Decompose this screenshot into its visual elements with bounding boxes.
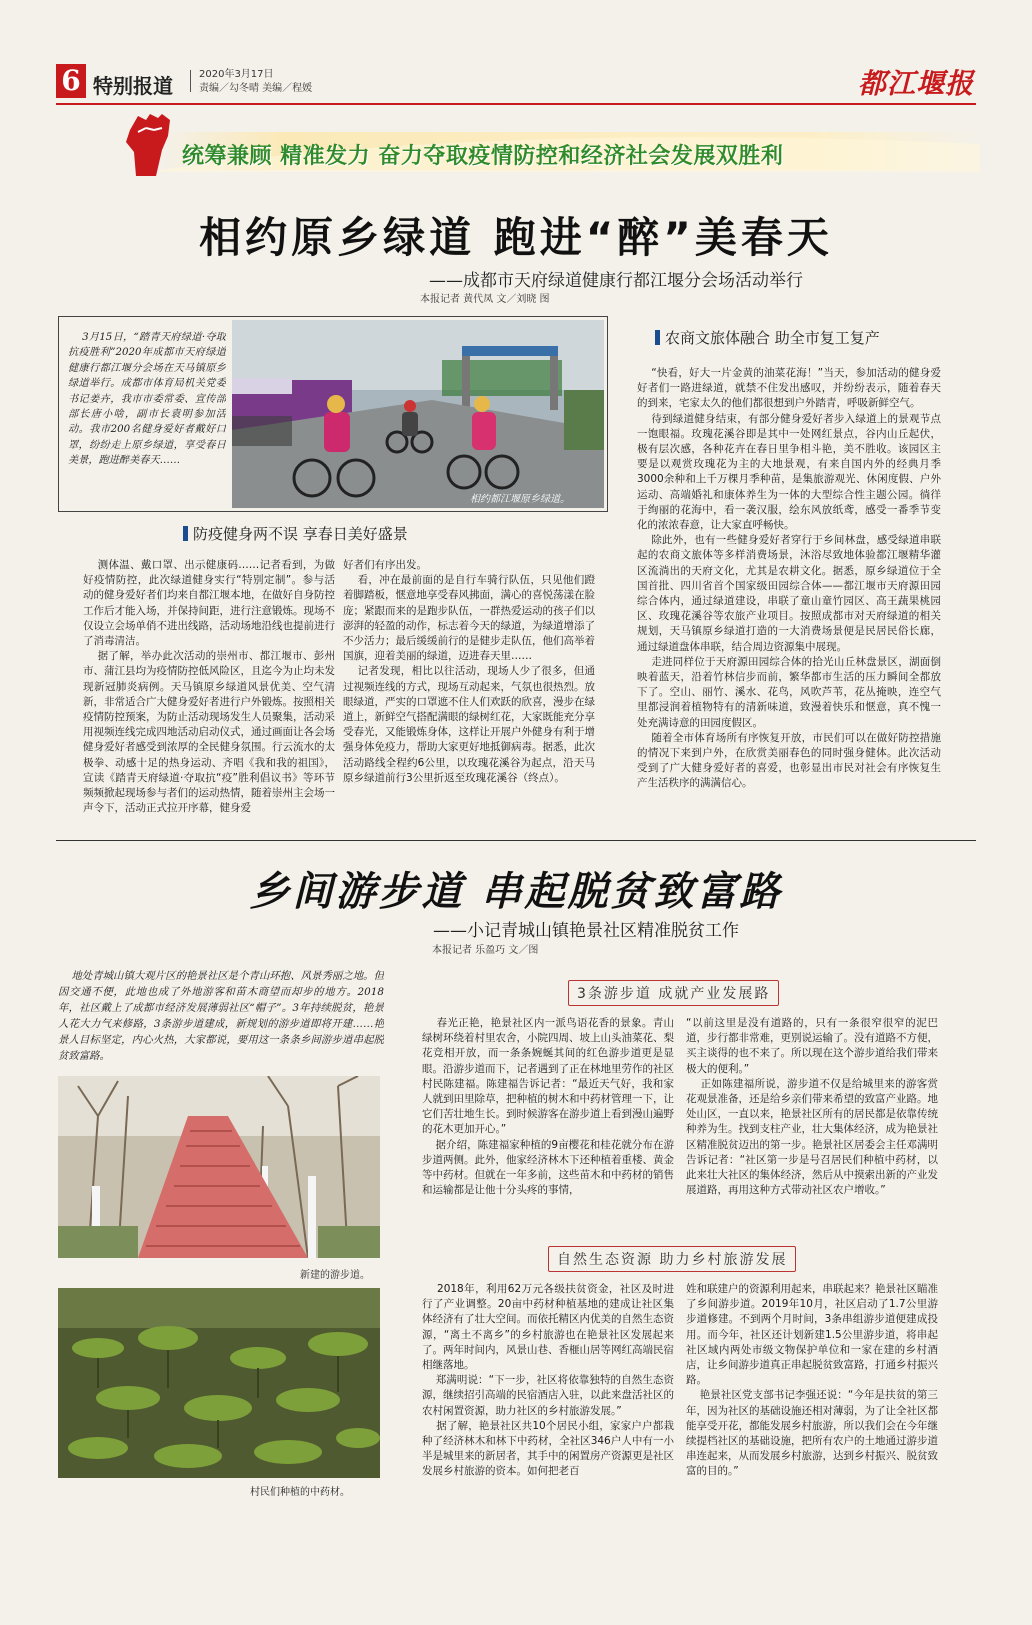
article1-title: 相约原乡绿道 跑进“醉”美春天 xyxy=(199,213,833,262)
article1-subtitle: ——成都市天府绿道健康行都江堰分会场活动举行 xyxy=(429,271,803,291)
article1-lead: 3月15日，“踏青天府绿道·夺取抗疫胜利”2020年成都市天府绿道健康行都江堰分会场在天马镇原乡绿道举行。成都市体育局机关党委书记姜卉，我市市委常委、宣传部部长唐小啥，副市长袁明参加活动。我市200名健身爱好者戴好口罩，纷纷走上原乡绿道，享受春日美景，跑进醉美春天…… xyxy=(68,332,226,467)
article1-section-b-heading xyxy=(655,327,880,348)
raised-fist-icon xyxy=(112,106,184,178)
article2-section-a-column-1: 春光正艳，艳景社区内一派鸟语花香的景象。青山绿树环绕着村里农舍，小院四周、坡上山头油菜花、梨花竞相开放，而一条条婉蜒其间的红色游步道更是显眼。沿游步道而下，记者遇到了正在林地里劳作的社区村民陈建福。陈建福告诉记者：“最近天气好，我和家人就到田里除草，把种植的树木和中药材管理一下，让它们苦壮地生长。到时候游客在游步道上看到漫山遍野的花木更加开心。” 据介绍，陈建福家种植的9亩樱花和桂花就分布在游步道两侧。此外，他家经济林木下还种植着重楼、黄金等中药材。但就在一年多前，这些苗木和中药材的销售和运输都是让他十分头疼的事情， xyxy=(422,1017,674,1197)
issue-date: 2020年3月17日 xyxy=(199,69,274,80)
article2-section-b-heading: 自然生态资源 助力乡村旅游发展 xyxy=(548,1246,796,1272)
walkway-photo-caption: 新建的游步道。 xyxy=(300,1270,370,1281)
cycling-photo xyxy=(232,320,604,508)
banner-slogan: 统筹兼顾 精准发力 奋力夺取疫情防控和经济社会发展双胜利 xyxy=(182,144,784,169)
article-divider xyxy=(56,840,976,841)
section-marker-icon xyxy=(655,330,660,345)
section-name: 特别报道 xyxy=(93,74,173,98)
article2-title: 乡间游步道 串起脱贫致富路 xyxy=(249,868,783,915)
newspaper-logo: 都江堰报 xyxy=(857,67,974,100)
herb-photo-caption: 村民们种植的中药材。 xyxy=(250,1487,350,1498)
editors: 责编／勾冬晴 美编／程媛 xyxy=(199,83,313,94)
article1-column-3: “快看，好大一片金黄的油菜花海！”当天，参加活动的健身爱好者们一路进绿道，就禁不住发出感叹，并纷纷表示，随着春天的到来，宅家太久的他们都很想到户外踏青，呼吸新鲜空气。 待到绿道健身结束，有部分健身爱好者步入绿道上的景观节点一饱眼福。玫瑰花溪谷即是其中一处网红景点，谷内山丘起伏，极有层次感，各种花卉在春日里争相斗艳，美不胜收。该园区主要是以观赏玫瑰花为主的大地景观，有来自国内外的经典月季3000余种和上千万棵月季种苗，是集旅游观光、休闲度假、户外运动、高端婚礼和康体养生为一体的大型综合性主题公园。徜徉于绚丽的花海中，看一袭汉服，绘东风放纸鸢，感受一番季节变化的浓浓春意，让大家直呼畅快。 除此外，也有一些健身爱好者穿行于乡间林盘，感受绿道串联起的农商文旅体等多样消费场景，沐浴尽致地体验都江堰精华灌区流淌出的天府文化，尤其是农耕文化。据悉，原乡绿道位于全国首批、四川省首个国家级田园综合体——都江堰市天府源田园综合体内，通过绿道建设，串联了童山童竹园区、高王蔬果桃园区、玫瑰花溪谷等农旅产业项目。按照成都市对天府绿道的相关规划，天马镇原乡绿道打造的一大消费场景便是民居民俗长廊，通过绿道盘体串联，结合周边资源集中展现。 走进同样位于天府源田园综合体的拾光山丘林盘景区，湖面倒映着蓝天，沿着竹林信步而前，繁华都市生活的压力瞬间全都放下了。空山、丽竹、溪水、花鸟，风吹芦苇，花丛掩映，连空气里都浸润着植物特有的清新味道，致漫着快乐和惬意，真不愧一处充满诗意的田园度假区。 随着全市体育场所有序恢复开放，市民们可以在做好防控措施的情况下来到户外，在欣赏美丽春色的同时强身健体。此次活动受到了广大健身爱好者的喜爱，也彰显出市民对社会有序恢复生产生活秩序的满满信心。 xyxy=(637,367,941,790)
article1-byline: 本报记者 黄代凤 文／刘晓 图 xyxy=(420,294,550,305)
article1-section-b-label: 农商文旅体融合 助全市复工复产 xyxy=(665,329,880,347)
herb-photo xyxy=(58,1288,380,1478)
walkway-photo xyxy=(58,1076,380,1258)
header-separator xyxy=(190,70,191,92)
article1-column-1: 测体温、戴口罩、出示健康码……记者看到，为做好疫情防控，此次绿道健身实行“特别定制”。参与活动的健身爱好者们均来自都江堰本地，在做好自身防控工作后才能入场，并保持间距，进行注意锻炼。现场不仅设立会场单俏不进出线路，活动场地沿线也提前进行了消毒清洁。 据了解，举办此次活动的崇州市、都江堰市、彭州市、蒲江县均为疫情防控低风险区，且迄今为止均未发现新冠肺炎病例。天马镇原乡绿道风景优美、空气清新，非常适合广大健身爱好者进行户外锻炼。按照相关疫情防控预案，为防止活动现场发生人员聚集，活动采用视频连线完成四地活动启动仪式，通过画面让各会场健身爱好者感受到浓厚的全民健身氛围。行云流水的太极拳、动感十足的热身运动、齐唱《我和我的祖国》，宣读《踏青天府绿道·夺取抗“疫”胜利倡议书》等环节频频掀起现场参与者们的运动热情，随着崇州主会场一声令下，活动正式拉开序幕，健身爱 xyxy=(83,559,335,815)
article1-column-2: 好者们有序出发。 看，冲在最前面的是自行车骑行队伍，只见他们蹬着脚踏板，惬意地享受春风拂面，满心的喜悦荡漾在脸庞；紧跟而来的是跑步队伍，一群热爱运动的孩子们以澎湃的轻盈的动作，标志着今天的绿道，为绿道增添了不少活力；最后缓缓前行的是健步走队伍，他们高举着国旗，迎着美丽的绿道，迈进春天里…… 记者发现，相比以往活动，现场人少了很多，但通过视频连线的方式，现场互动起来，气氛也很热烈。放眼绿道，严实的口罩遮不住人们欢跃的欣喜，漫步在绿道上，新鲜空气搭配满眼的绿树红花，大家既能充分享受春光，又能锻炼身体，这样让开展户外健身有利于增强身体免疫力，帮助大家更好地抵御病毒。据悉，此次活动路线全程约6公里，以玫瑰花溪谷为起点，沿天马原乡绿道前行3公里折返至玫瑰花溪谷（终点）。 xyxy=(343,559,595,784)
article1-section-a-heading xyxy=(183,523,408,544)
section-marker-icon xyxy=(183,526,188,541)
header-meta xyxy=(199,68,312,96)
article2-subtitle: ——小记青城山镇艳景社区精准脱贫工作 xyxy=(433,921,739,941)
article1-section-a-label: 防疫健身两不误 享春日美好盛景 xyxy=(193,525,408,543)
article2-section-a-column-2: “以前这里是没有道路的，只有一条很窄很窄的泥巴道，步行都非常难，更别说运输了。没有道路不方便，买主谈得的也不来了。所以现在这个游步道给我们带来极大的便利。” 正如陈建福所说，游步道不仅是给城里来的游客赏花观景准备，还是给乡亲们带来希望的致富产业路。地处山区，一直以来，艳景社区所有的居民都是依靠传统种养为生。找到支柱产业，壮大集体经济，成为艳景社区精准脱贫迈出的第一步。艳景社区居委会主任邓满明告诉记者：“社区第一步是号召居民们种植中药材，以此来壮大社区的集体经济，然后从中摸索出新的产业发展道路，再用这种方式带动社区农户增收。” xyxy=(686,1017,938,1197)
cycling-photo-caption: 相约都江堰原乡绿道。 xyxy=(470,494,570,505)
header-rule xyxy=(56,103,976,105)
article2-section-b-column-2: 姓和联建户的资源利用起来，串联起来？艳景社区瞄准了乡间游步道。2019年10月，社区启动了1.7公里游步道修建。不到两个月时间，3条串组游步道便建成投用。而今年，社区还计划新建1.5公里游步道，将串起社区域内两处市级文物保护单位和一家在建的乡村酒店，让乡间游步道真正串起脱贫致富路，打通乡村振兴路。 艳景社区党支部书记李强还说：“今年是扶贫的第三年，因为社区的基础设施还相对薄弱，为了让全社区都能享受开花，都能发展乡村旅游，所以我们会在今年继续提档社区的基础设施，把所有农户的土地通过游步道串连起来，从而发展乡村旅游，达到乡村振兴、脱贫致富的目的。” xyxy=(686,1283,938,1478)
article2-section-a-heading: 3条游步道 成就产业发展路 xyxy=(568,980,779,1006)
page-number: 6 xyxy=(56,64,86,98)
article2-lead: 地处青城山镇大观片区的艳景社区是个青山环抱、风景秀丽之地。但因交通不便，此地也成了外地游客和苗木商望而却步的地方。2018年，社区戴上了成都市经济发展薄弱社区“帽子”。3年持续脱贫，艳景人花大力气来修路，3条游步道建成，新规划的游步道即将开建……艳景人目标坚定，内心火热，大家都说，要用这一条条乡间游步道串起脱贫致富路。 xyxy=(58,970,384,1062)
article2-section-b-column-1: 2018年，利用62万元各级扶贫资金，社区及时进行了产业调整。20亩中药材种植基地的建成让社区集体经济有了壮大空间。而依托精区内优美的自然生态资源，“离土不离乡”的乡村旅游也在艳景社区发展起来了。两年时间内，风景山巷、香榧山居等网红高端民宿相继落地。 郑满明说：“下一步，社区将依靠独特的自然生态资源，继续招引高端的民宿酒店入驻，以此来盘活社区的农村闲置资源，助力社区的乡村旅游发展。” 据了解，艳景社区共10个居民小组，家家户户都栽种了经济林木和林下中药材，全社区346户人中有一小半是城里来的新居者，其手中的闲置房产资源更是社区发展乡村旅游的资本。如何把老百 xyxy=(422,1283,674,1478)
article2-byline: 本报记者 乐盈巧 文／图 xyxy=(432,945,539,956)
